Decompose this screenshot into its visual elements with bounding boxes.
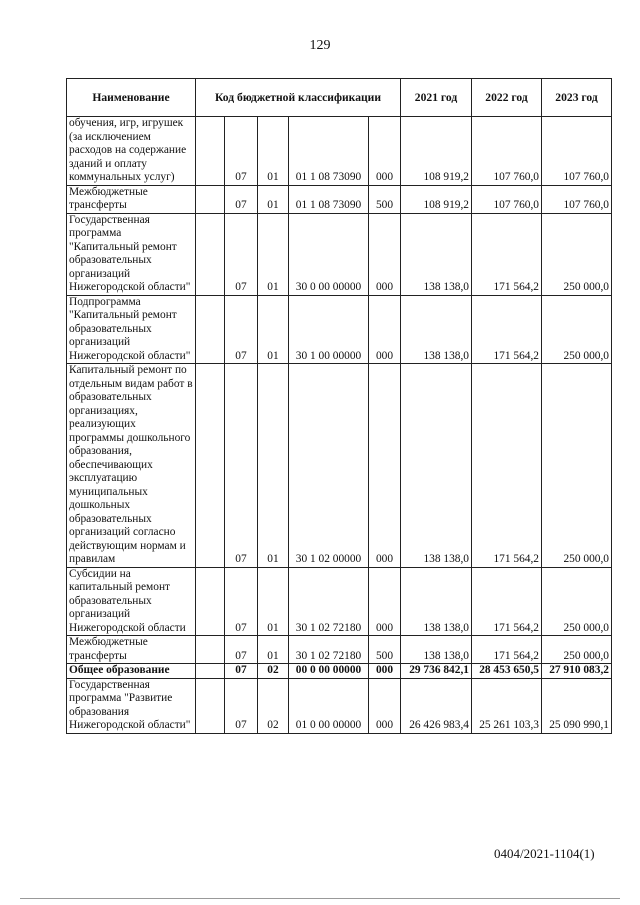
row-target-article: 01 1 08 73090 bbox=[289, 117, 369, 186]
row-amount-2023: 27 910 083,2 bbox=[542, 664, 612, 679]
row-amount-2022: 171 564,2 bbox=[472, 295, 542, 364]
row-blank-cell bbox=[196, 295, 225, 364]
row-amount-2022: 171 564,2 bbox=[472, 636, 542, 664]
table-row bbox=[67, 567, 612, 636]
row-subsection: 01 bbox=[258, 117, 289, 186]
row-blank-cell bbox=[196, 664, 225, 679]
table-body bbox=[67, 117, 612, 734]
row-amount-2023: 250 000,0 bbox=[542, 364, 612, 568]
row-target-article: 30 1 02 72180 bbox=[289, 567, 369, 636]
row-target-article: 00 0 00 00000 bbox=[289, 664, 369, 679]
row-subsection: 01 bbox=[258, 185, 289, 213]
row-amount-2021: 108 919,2 bbox=[401, 185, 472, 213]
row-subsection: 02 bbox=[258, 664, 289, 679]
row-section: 07 bbox=[225, 295, 258, 364]
row-name: Межбюджетные трансферты bbox=[67, 636, 196, 664]
row-subsection: 01 bbox=[258, 295, 289, 364]
row-amount-2021: 138 138,0 bbox=[401, 213, 472, 295]
header-2023: 2023 год bbox=[542, 79, 612, 117]
row-name: Общее образование bbox=[67, 664, 196, 679]
table-row bbox=[67, 185, 612, 213]
row-amount-2022: 107 760,0 bbox=[472, 185, 542, 213]
bottom-divider bbox=[20, 898, 620, 899]
row-blank-cell bbox=[196, 678, 225, 733]
row-subsection: 01 bbox=[258, 567, 289, 636]
table-header-row bbox=[67, 79, 612, 117]
table-row bbox=[67, 664, 612, 679]
row-name: Государственная программа "Капитальный ремонт образовательных организаций Нижегородской области" bbox=[67, 213, 196, 295]
table-row bbox=[67, 117, 612, 186]
table-row bbox=[67, 364, 612, 568]
row-blank-cell bbox=[196, 364, 225, 568]
header-code: Код бюджетной классификации bbox=[196, 79, 401, 117]
row-amount-2022: 28 453 650,5 bbox=[472, 664, 542, 679]
row-name: Капитальный ремонт по отдельным видам работ в образовательных организациях, реализующих программы дошкольного образования, обеспечивающих эксплуатацию муниципальных дошкольных образовательных организаций согласно действующим нормам и правилам bbox=[67, 364, 196, 568]
row-expense-type: 000 bbox=[369, 567, 401, 636]
row-expense-type: 000 bbox=[369, 664, 401, 679]
row-expense-type: 000 bbox=[369, 364, 401, 568]
row-section: 07 bbox=[225, 213, 258, 295]
row-amount-2021: 26 426 983,4 bbox=[401, 678, 472, 733]
row-target-article: 30 1 00 00000 bbox=[289, 295, 369, 364]
row-section: 07 bbox=[225, 678, 258, 733]
row-amount-2021: 138 138,0 bbox=[401, 295, 472, 364]
row-blank-cell bbox=[196, 185, 225, 213]
table-row bbox=[67, 678, 612, 733]
row-amount-2021: 29 736 842,1 bbox=[401, 664, 472, 679]
row-amount-2023: 250 000,0 bbox=[542, 213, 612, 295]
table-row bbox=[67, 295, 612, 364]
row-amount-2023: 25 090 990,1 bbox=[542, 678, 612, 733]
table-row bbox=[67, 636, 612, 664]
row-subsection: 01 bbox=[258, 213, 289, 295]
row-section: 07 bbox=[225, 185, 258, 213]
row-amount-2023: 250 000,0 bbox=[542, 295, 612, 364]
row-expense-type: 000 bbox=[369, 295, 401, 364]
header-2022: 2022 год bbox=[472, 79, 542, 117]
row-target-article: 30 1 02 72180 bbox=[289, 636, 369, 664]
row-expense-type: 000 bbox=[369, 678, 401, 733]
header-name: Наименование bbox=[67, 79, 196, 117]
row-target-article: 30 0 00 00000 bbox=[289, 213, 369, 295]
row-name: Субсидии на капитальный ремонт образовательных организаций Нижегородской области bbox=[67, 567, 196, 636]
row-section: 07 bbox=[225, 636, 258, 664]
row-amount-2021: 108 919,2 bbox=[401, 117, 472, 186]
row-blank-cell bbox=[196, 213, 225, 295]
row-blank-cell bbox=[196, 567, 225, 636]
row-amount-2022: 171 564,2 bbox=[472, 567, 542, 636]
budget-table bbox=[66, 78, 612, 734]
page-number: 129 bbox=[309, 38, 331, 53]
row-amount-2023: 250 000,0 bbox=[542, 636, 612, 664]
row-blank-cell bbox=[196, 117, 225, 186]
row-name: обучения, игр, игрушек (за исключением расходов на содержание зданий и оплату коммунальных услуг) bbox=[67, 117, 196, 186]
row-target-article: 01 0 00 00000 bbox=[289, 678, 369, 733]
row-amount-2021: 138 138,0 bbox=[401, 636, 472, 664]
row-target-article: 01 1 08 73090 bbox=[289, 185, 369, 213]
row-target-article: 30 1 02 00000 bbox=[289, 364, 369, 568]
row-expense-type: 500 bbox=[369, 636, 401, 664]
row-name: Государственная программа "Развитие образования Нижегородской области" bbox=[67, 678, 196, 733]
row-expense-type: 000 bbox=[369, 117, 401, 186]
row-amount-2022: 171 564,2 bbox=[472, 213, 542, 295]
row-section: 07 bbox=[225, 117, 258, 186]
row-expense-type: 500 bbox=[369, 185, 401, 213]
document-code: 0404/2021-1104(1) bbox=[494, 846, 595, 861]
row-name: Подпрограмма "Капитальный ремонт образовательных организаций Нижегородской области" bbox=[67, 295, 196, 364]
row-amount-2023: 250 000,0 bbox=[542, 567, 612, 636]
row-expense-type: 000 bbox=[369, 213, 401, 295]
table-row bbox=[67, 213, 612, 295]
row-amount-2023: 107 760,0 bbox=[542, 117, 612, 186]
row-amount-2023: 107 760,0 bbox=[542, 185, 612, 213]
row-amount-2022: 25 261 103,3 bbox=[472, 678, 542, 733]
row-amount-2022: 171 564,2 bbox=[472, 364, 542, 568]
row-amount-2021: 138 138,0 bbox=[401, 364, 472, 568]
row-amount-2022: 107 760,0 bbox=[472, 117, 542, 186]
row-section: 07 bbox=[225, 364, 258, 568]
row-section: 07 bbox=[225, 567, 258, 636]
header-2021: 2021 год bbox=[401, 79, 472, 117]
row-section: 07 bbox=[225, 664, 258, 679]
row-subsection: 02 bbox=[258, 678, 289, 733]
row-blank-cell bbox=[196, 636, 225, 664]
row-subsection: 01 bbox=[258, 364, 289, 568]
row-subsection: 01 bbox=[258, 636, 289, 664]
row-name: Межбюджетные трансферты bbox=[67, 185, 196, 213]
row-amount-2021: 138 138,0 bbox=[401, 567, 472, 636]
